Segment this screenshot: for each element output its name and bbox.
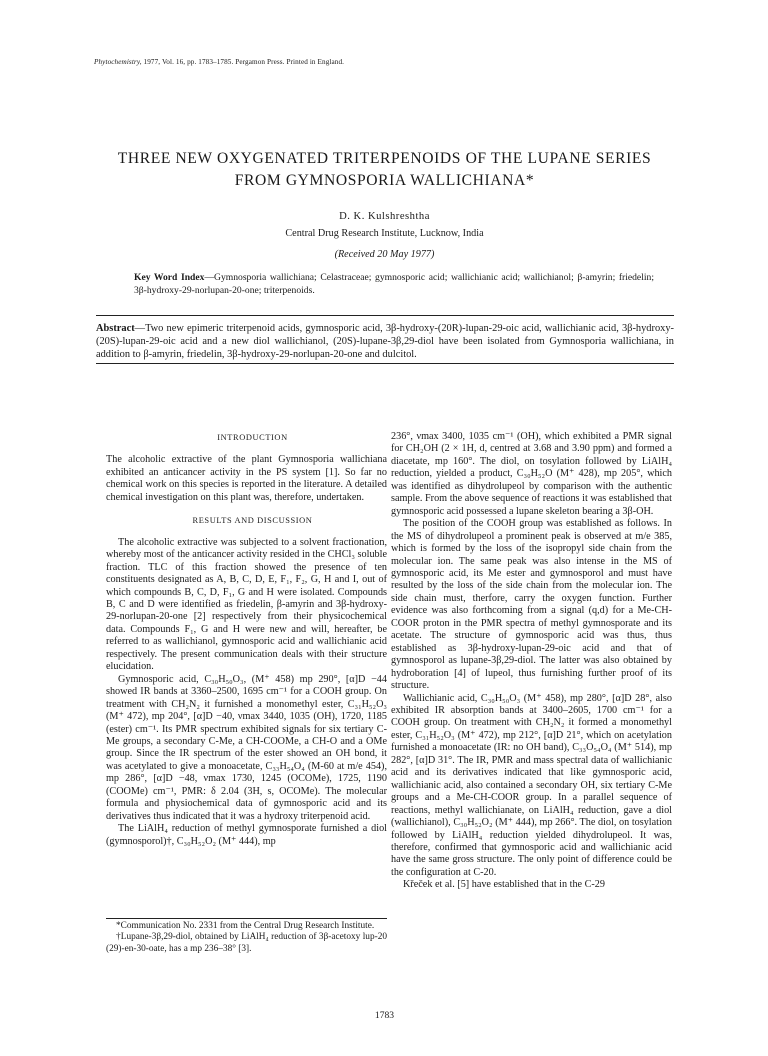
results-paragraph-2: Gymnosporic acid, C₃₀H₅₀O₃, (M⁺ 458) mp 290°, [α]D −44 showed IR bands at 3360–2500, 1695 cm⁻¹ for a COOH group. On treatment with CH₂N₂ it furnished a monomethyl ester, C₃₁H₅₂O₃ (M⁺ 472), mp 204°, [α]D −40, νmax 3440, 1035 (OH), 1720, 1185 (ester) cm⁻¹. Its PMR spectrum exhibited signals for six tertiary C-Me groups, a secondary C-Me, a CH-COOMe, a CH-O and a OMe group. Since the IR spectrum of the ester showed an OH bond, it was acetylated to give a monoacetate, C₃₃H₅₄O₄ (M-60 at m/e 454), mp 286°, [α]D −48, νmax 1730, 1245 (OCOMe), 1725, 1190 (COOMe) cm⁻¹, PMR: δ 2.04 (3H, s, OCOMe). The molecular formula and physiochemical data of gymnosporic acid and its derivatives thus indicated that it was a hydroxy triterpenoid acid. (106, 673, 387, 822)
footnote-lupane-diol: †Lupane-3β,29-diol, obtained by LiAlH₄ reduction of 3β-acetoxy lup-20 (29)-en-30-oate, has a mp 236–38° [3]. (106, 932, 387, 954)
abstract-text: —Two new epimeric triterpenoid acids, gymnosporic acid, 3β-hydroxy-(20R)-lupan-29-oic acid, wallichianic acid, 3β-hydroxy-(20S)-lupan-29-oic acid and a new diol wallichianol, (20S)-lupane-3β,29-diol have been isolated from Gymnosporia wallichiana, in addition to β-amyrin, friedelin, 3β-hydroxy-29-norlupan-20-one and dulcitol. (96, 323, 674, 361)
right-paragraph-3: Wallichianic acid, C₃₀H₅₀O₃ (M⁺ 458), mp 280°, [α]D 28°, also exhibited IR absorption bands at 3400–2605, 1700 cm⁻¹ for a COOH group. On treatment with CH₂N₂ it formed a monomethyl ester, C₃₁H₅₂O₃ (M⁺ 472), mp 212°, [α]D 21°, which on acetylation furnished a monoacetate (IR: no OH band), C₃₃O₅₄O₄ (M⁺ 514), mp 282°, [α]D 31°. The IR, PMR and mass spectral data of wallichianic acid and its derivatives indicated that like gymnosporic acid, wallichianic acid, also contained a secondary OH, six tertiary C-Me groups and a Me-CH-COOR group. In a parallel sequence of reactions, methyl wallichianate, on LiAlH₄ reduction, gave a diol (wallichianol), C₃₀H₅₂O₂ (M⁺ 444), mp 266°. The diol, on tosylation followed by LiAlH₄ reduction yielded dihydrolupeol. It was, therefore, confirmed that gymnosporic acid and wallichianic acid have the same gross structure. The only point of difference could be the configuration at C-20. (391, 692, 672, 878)
footnote-communication: *Communication No. 2331 from the Central Drug Research Institute. (116, 921, 375, 931)
intro-paragraph: The alcoholic extractive of the plant Gymnosporia wallichiana exhibited an anticancer activity in the PS system [1]. So far no chemical work on this species is reported in the literature. A detailed chemical investigation on this plant was, therefore, undertaken. (106, 454, 387, 503)
right-paragraph-2: The position of the COOH group was established as follows. In the MS of dihydrolupeol a prominent peak is observed at m/e 385, which is formed by the loss of the isopropyl side chain from the molecular ion. The same peak was also intense in the MS of gymnosporic acid, its Me ester and gymnosporol and must have resulted by the loss of the side chain from the molecular ion. The side chain must, therfore, carry the oxygen function. Further evidence was also forthcoming from a signal (q,d) for a Me-CH-COOR proton in the PMR spectra of methyl gymnosporate and its acetate. The structure of gymnosporic acid was thus, thus established as 3β-hydroxy-lupan-29-oic acid and that of gymnosporol as lupane-3β,29-diol. The latter was also obtained by hydroboration [4] of lupeol, thus furnishing further proof of its structure. (391, 518, 672, 692)
journal-name: Phytochemistry, (94, 58, 142, 66)
right-paragraph-4: Křeček et al. [5] have established that in the C-29 (403, 879, 605, 891)
received-date: (Received 20 May 1977) (334, 249, 435, 260)
footnotes (106, 921, 387, 955)
abstract-bottom-rule (96, 363, 674, 364)
abstract (96, 322, 674, 362)
section-heading-introduction: INTRODUCTION (217, 433, 288, 442)
keyword-index (134, 271, 654, 297)
section-heading-results: RESULTS AND DISCUSSION (192, 516, 313, 526)
abstract-label: Abstract (96, 323, 135, 334)
author-affiliation: Central Drug Research Institute, Lucknow, India (285, 228, 484, 239)
results-paragraph-3: The LiAlH₄ reduction of methyl gymnosporate furnished a diol (gymnosporol)†, C₃₀H₅₂O₂ (M⁺ 444), mp (106, 823, 387, 847)
page-number: 1783 (374, 1010, 395, 1021)
right-paragraph-1: 236°, νmax 3400, 1035 cm⁻¹ (OH), which exhibited a PMR signal for CH₂OH (2 × 1H, d, centred at 3.68 and 3.90 ppm) and formed a diacetate, mp 160°. The diol, on tosylation followed by LiAlH₄ reduction, yielded a product, C₃₀H₅₂O (M⁺ 428), mp 205°, which was identified as dihydrolupeol by comparison with the authentic sample. From the above sequence of reactions it was established that gymnosporic acid possessed a lupane skeleton bearing a 3β-OH. (391, 431, 672, 517)
right-column (391, 431, 672, 892)
journal-citation: 1977, Vol. 16, pp. 1783–1785. Pergamon Press. Printed in England. (141, 58, 345, 66)
left-column (106, 432, 387, 848)
paper-title: THREE NEW OXYGENATED TRITERPENOIDS OF THE LUPANE SERIES FROM GYMNOSPORIA WALLICHIANA* (117, 150, 652, 189)
keyword-label: Key Word Index (134, 272, 205, 283)
abstract-top-rule (96, 315, 674, 316)
footnote-rule (106, 918, 387, 919)
author-name: D. K. Kulshreshtha (339, 211, 430, 222)
results-paragraph-1: The alcoholic extractive was subjected to a solvent fractionation, whereby most of the anticancer activity resided in the CHCl₃ soluble fraction. TLC of this fraction showed the presence of ten constituents designated as A, B, C, D, E, F₁, F₂, G, H and I, out of which compounds B, C, D, F₁, G and H were isolated. Compounds B, C and D were identified as friedelin, β-amyrin and 3β-hydroxy-29-norlupan-20-one [2] respectively from their physicochemical data. Compounds F₁, G and H were new and will, hereafter, be referred to as wallichianol, gymnosporic acid and wallichianic acid respectively. The present communication deals with their structure elucidation. (106, 536, 387, 673)
keyword-text: —Gymnosporia wallichiana; Celastraceae; gymnosporic acid; wallichianic acid; wallichianol; β-amyrin; friedelin; 3β-hydroxy-29-norlupan-20-one; triterpenoids. (134, 272, 654, 296)
running-header (94, 58, 694, 66)
